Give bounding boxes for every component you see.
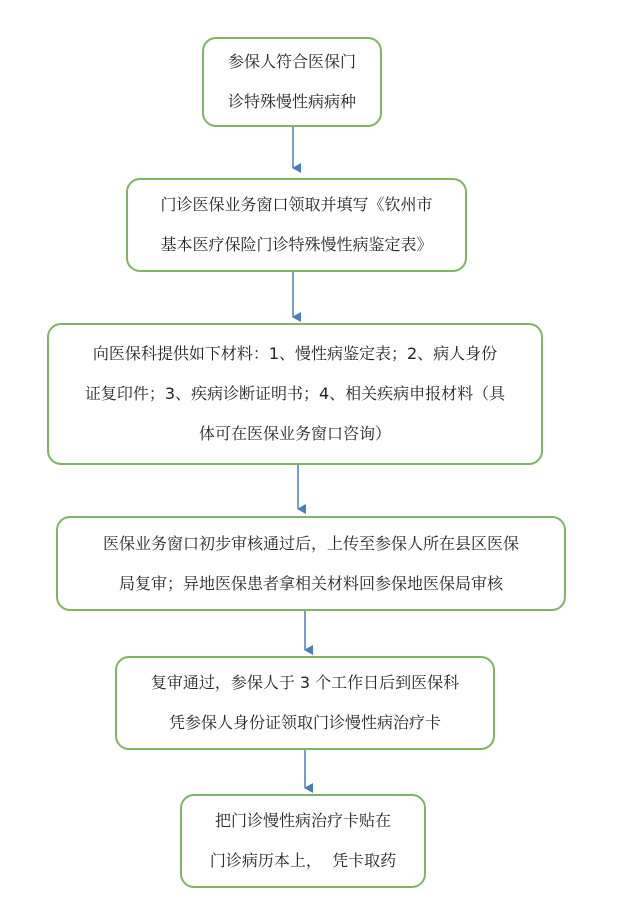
step-6-box [180,794,426,888]
step-4-line-1: 医保业务窗口初步审核通过后，上传至参保人所在县区医保 [102,533,519,553]
step-5-line-1: 复审通过，参保人于 3 个工作日后到医保科 [150,673,460,692]
step-2-line-1: 门诊医保业务窗口领取并填写《钦州市 [160,195,433,214]
step-2-line-2: 基本医疗保险门诊特殊慢性病鉴定表》 [160,235,433,254]
step-1-line-2: 诊特殊慢性病病种 [227,92,356,111]
step-6-line-2: 门诊病历本上， 凭卡取药 [209,851,397,870]
step-1-box [202,37,382,127]
step-5-box [115,656,495,750]
step-3-line-2: 证复印件；3、疾病诊断证明书；4、相关疾病申报材料（具 [84,384,506,403]
step-3-line-3: 体可在医保业务窗口咨询） [198,424,391,443]
step-4-box [56,516,566,611]
step-4-line-2: 局复审；异地医保患者拿相关材料回参保地医保局审核 [118,573,503,593]
step-2-box [126,178,467,272]
step-1-line-1: 参保人符合医保门 [227,52,356,71]
step-6-line-1: 把门诊慢性病治疗卡贴在 [214,811,391,830]
step-3-line-1: 向医保科提供如下材料：1、慢性病鉴定表；2、病人身份 [92,344,498,363]
step-3-box [47,323,543,465]
step-5-line-2: 凭参保人身份证领取门诊慢性病治疗卡 [168,713,441,732]
